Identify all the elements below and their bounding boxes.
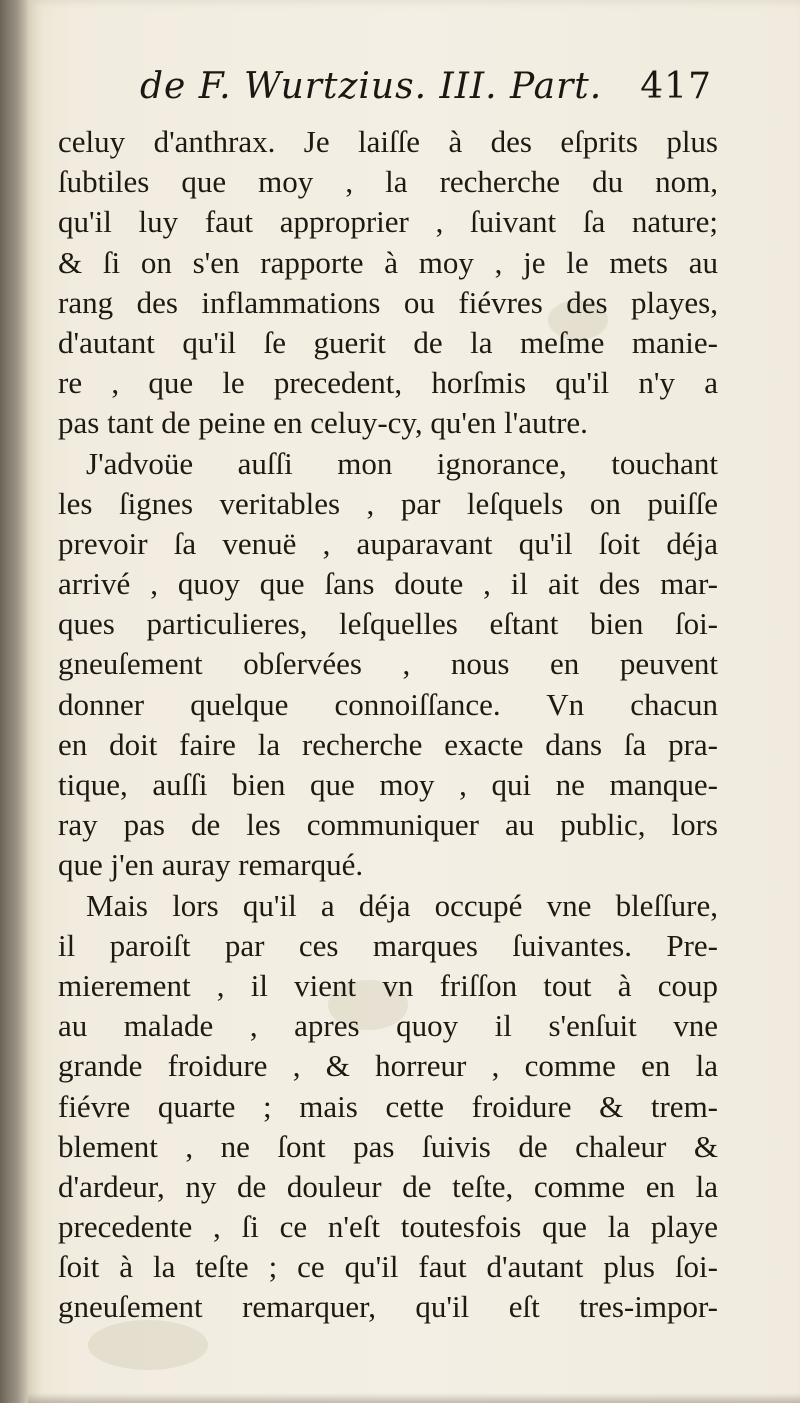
text-line: celuy d'anthrax. Je laiſſe à des eſprits plus (58, 124, 718, 159)
text-line: il paroiſt par ces marques ſuivantes. Pre- (58, 927, 718, 963)
page-bottom-shadow (28, 1393, 800, 1403)
running-title: de F. Wurtzius. III. Part. (140, 66, 603, 107)
text-line: en doit faire la recherche exacte dans ſa pra- (58, 726, 718, 762)
text-line: ſubtiles que moy , la recherche du nom, (58, 164, 718, 200)
text-line: re , que le precedent, horſmis qu'il n'y a (58, 365, 718, 401)
text-line: les ſignes veritables , par leſquels on puiſſe (58, 485, 718, 521)
text-line: ques particulieres, leſquelles eſtant bien ſoi- (58, 606, 718, 642)
text-line: gneuſement obſervées , nous en peuvent (58, 646, 718, 682)
text-line: precedente , ſi ce n'eſt toutesfois que la playe (58, 1209, 718, 1245)
page-binding-edge (0, 0, 28, 1403)
text-line: arrivé , quoy que ſans doute , il ait des mar- (58, 566, 718, 602)
text-line: mierement , il vient vn friſſon tout à coup (58, 967, 718, 1003)
text-line: pas tant de peine en celuy-cy, qu'en l'autre. (58, 405, 588, 441)
text-line: fiévre quarte ; mais cette froidure & trem- (58, 1088, 718, 1124)
text-line: ray pas de les communiquer au public, lors (58, 807, 718, 843)
text-line: blement , ne ſont pas ſuivis de chaleur & (58, 1128, 718, 1164)
text-line: donner quelque connoiſſance. Vn chacun (58, 686, 718, 722)
text-line: J'advoüe auſſi mon ignorance, touchant (86, 445, 718, 481)
text-line: rang des inflammations ou fiévres des playes, (58, 284, 718, 320)
text-line: d'autant qu'il ſe guerit de la meſme manie- (58, 324, 718, 360)
text-line: prevoir ſa venuë , auparavant qu'il ſoit déja (58, 525, 718, 561)
text-line: gneuſement remarquer, qu'il eſt tres-impor- (58, 1289, 718, 1325)
text-line: qu'il luy faut approprier , ſuivant ſa nature; (58, 204, 718, 240)
page-number: 417 (640, 66, 712, 107)
text-line: Mais lors qu'il a déja occupé vne bleſſure, (86, 887, 718, 923)
text-line: tique, auſſi bien que moy , qui ne manque- (58, 767, 718, 802)
text-line: ſoit à la teſte ; ce qu'il faut d'autant plus ſoi- (58, 1249, 718, 1285)
text-line: d'ardeur, ny de douleur de teſte, comme en la (58, 1168, 718, 1204)
text-line: grande froidure , & horreur , comme en la (58, 1048, 718, 1084)
text-line: que j'en auray remarqué. (58, 847, 364, 883)
text-line: au malade , apres quoy il s'enſuit vne (58, 1008, 718, 1044)
running-header (140, 66, 740, 118)
body-text (58, 122, 718, 1328)
text-line: & ſi on s'en rapporte à moy , je le mets au (58, 244, 718, 280)
